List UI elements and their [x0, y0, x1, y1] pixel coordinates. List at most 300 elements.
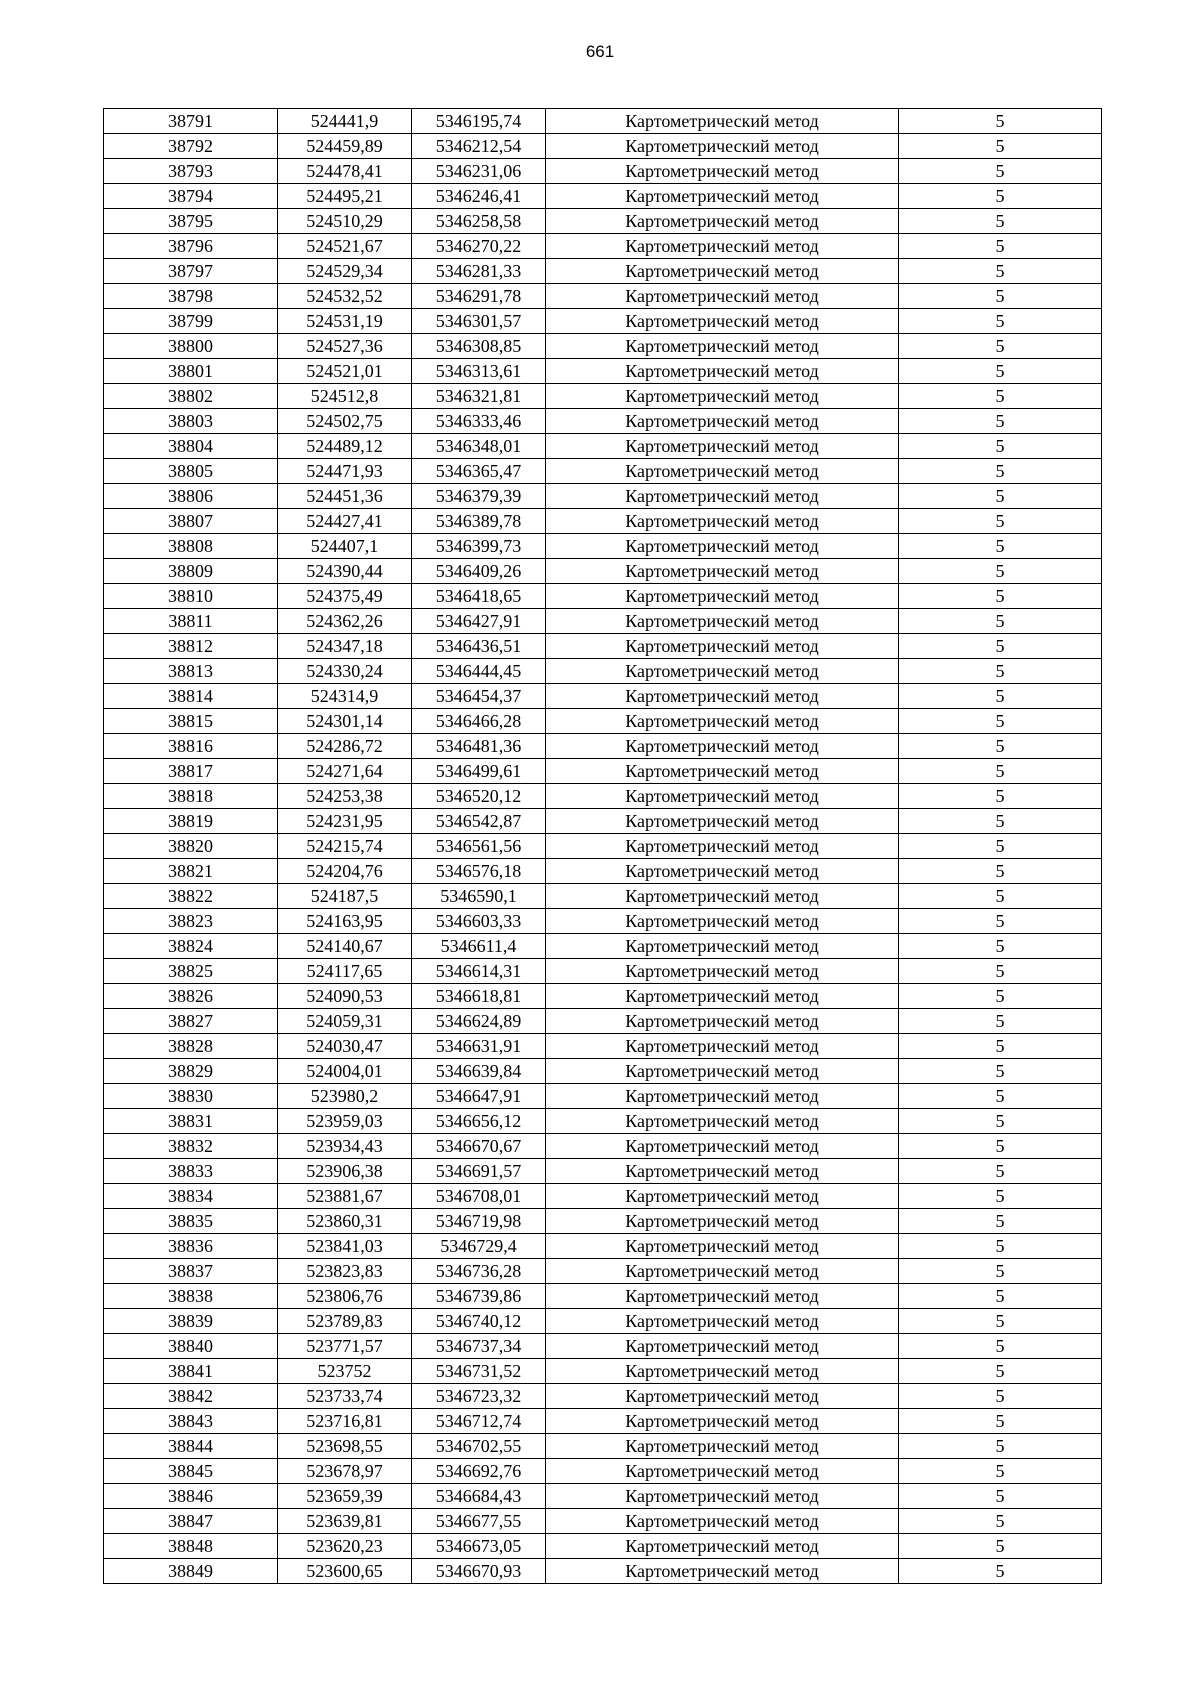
accuracy-cell: 5: [899, 409, 1102, 434]
accuracy-cell: 5: [899, 584, 1102, 609]
x-coordinate-cell: 524163,95: [278, 909, 412, 934]
table-row: [104, 659, 1102, 684]
accuracy-cell: 5: [899, 984, 1102, 1009]
accuracy-cell: 5: [899, 1459, 1102, 1484]
method-cell: Картометрический метод: [546, 759, 899, 784]
x-coordinate-cell: 524030,47: [278, 1034, 412, 1059]
x-coordinate-cell: 524478,41: [278, 159, 412, 184]
y-coordinate-cell: 5346258,58: [412, 209, 546, 234]
accuracy-cell: 5: [899, 734, 1102, 759]
point-number-cell: 38829: [104, 1059, 278, 1084]
accuracy-cell: 5: [899, 459, 1102, 484]
accuracy-cell: 5: [899, 309, 1102, 334]
x-coordinate-cell: 523678,97: [278, 1459, 412, 1484]
table-row: [104, 1309, 1102, 1334]
point-number-cell: 38806: [104, 484, 278, 509]
y-coordinate-cell: 5346427,91: [412, 609, 546, 634]
table-row: [104, 1109, 1102, 1134]
table-row: [104, 1434, 1102, 1459]
point-number-cell: 38837: [104, 1259, 278, 1284]
y-coordinate-cell: 5346712,74: [412, 1409, 546, 1434]
method-cell: Картометрический метод: [546, 1509, 899, 1534]
accuracy-cell: 5: [899, 1184, 1102, 1209]
table-row: [104, 1384, 1102, 1409]
table-row: [104, 1159, 1102, 1184]
method-cell: Картометрический метод: [546, 834, 899, 859]
y-coordinate-cell: 5346321,81: [412, 384, 546, 409]
accuracy-cell: 5: [899, 1259, 1102, 1284]
x-coordinate-cell: 524140,67: [278, 934, 412, 959]
accuracy-cell: 5: [899, 759, 1102, 784]
y-coordinate-cell: 5346454,37: [412, 684, 546, 709]
table-row: [104, 709, 1102, 734]
y-coordinate-cell: 5346466,28: [412, 709, 546, 734]
x-coordinate-cell: 524451,36: [278, 484, 412, 509]
x-coordinate-cell: 524532,52: [278, 284, 412, 309]
point-number-cell: 38804: [104, 434, 278, 459]
table-row: [104, 234, 1102, 259]
x-coordinate-cell: 523752: [278, 1359, 412, 1384]
x-coordinate-cell: 523881,67: [278, 1184, 412, 1209]
table-row: [104, 1009, 1102, 1034]
point-number-cell: 38802: [104, 384, 278, 409]
point-number-cell: 38832: [104, 1134, 278, 1159]
y-coordinate-cell: 5346301,57: [412, 309, 546, 334]
x-coordinate-cell: 524441,9: [278, 109, 412, 134]
method-cell: Картометрический метод: [546, 1284, 899, 1309]
point-number-cell: 38810: [104, 584, 278, 609]
method-cell: Картометрический метод: [546, 634, 899, 659]
method-cell: Картометрический метод: [546, 1534, 899, 1559]
method-cell: Картометрический метод: [546, 1409, 899, 1434]
y-coordinate-cell: 5346281,33: [412, 259, 546, 284]
y-coordinate-cell: 5346481,36: [412, 734, 546, 759]
table-row: [104, 434, 1102, 459]
method-cell: Картометрический метод: [546, 109, 899, 134]
x-coordinate-cell: 524271,64: [278, 759, 412, 784]
method-cell: Картометрический метод: [546, 1184, 899, 1209]
table-row: [104, 359, 1102, 384]
table-row: [104, 809, 1102, 834]
x-coordinate-cell: 524512,8: [278, 384, 412, 409]
table-row: [104, 1459, 1102, 1484]
point-number-cell: 38793: [104, 159, 278, 184]
point-number-cell: 38812: [104, 634, 278, 659]
x-coordinate-cell: 524527,36: [278, 334, 412, 359]
accuracy-cell: 5: [899, 1359, 1102, 1384]
accuracy-cell: 5: [899, 1084, 1102, 1109]
method-cell: Картометрический метод: [546, 1259, 899, 1284]
x-coordinate-cell: 523716,81: [278, 1409, 412, 1434]
x-coordinate-cell: 524362,26: [278, 609, 412, 634]
point-number-cell: 38792: [104, 134, 278, 159]
accuracy-cell: 5: [899, 1434, 1102, 1459]
accuracy-cell: 5: [899, 234, 1102, 259]
accuracy-cell: 5: [899, 284, 1102, 309]
x-coordinate-cell: 523600,65: [278, 1559, 412, 1584]
x-coordinate-cell: 524004,01: [278, 1059, 412, 1084]
x-coordinate-cell: 523771,57: [278, 1334, 412, 1359]
x-coordinate-cell: 524502,75: [278, 409, 412, 434]
method-cell: Картометрический метод: [546, 1084, 899, 1109]
y-coordinate-cell: 5346348,01: [412, 434, 546, 459]
x-coordinate-cell: 524117,65: [278, 959, 412, 984]
point-number-cell: 38801: [104, 359, 278, 384]
table-row: [104, 509, 1102, 534]
point-number-cell: 38843: [104, 1409, 278, 1434]
accuracy-cell: 5: [899, 634, 1102, 659]
method-cell: Картометрический метод: [546, 934, 899, 959]
x-coordinate-cell: 524529,34: [278, 259, 412, 284]
point-number-cell: 38819: [104, 809, 278, 834]
table-row: [104, 309, 1102, 334]
accuracy-cell: 5: [899, 1534, 1102, 1559]
table-row: [104, 259, 1102, 284]
point-number-cell: 38846: [104, 1484, 278, 1509]
table-row: [104, 909, 1102, 934]
accuracy-cell: 5: [899, 1384, 1102, 1409]
y-coordinate-cell: 5346740,12: [412, 1309, 546, 1334]
x-coordinate-cell: 524330,24: [278, 659, 412, 684]
point-number-cell: 38791: [104, 109, 278, 134]
x-coordinate-cell: 524407,1: [278, 534, 412, 559]
method-cell: Картометрический метод: [546, 134, 899, 159]
accuracy-cell: 5: [899, 609, 1102, 634]
accuracy-cell: 5: [899, 684, 1102, 709]
accuracy-cell: 5: [899, 1159, 1102, 1184]
point-number-cell: 38816: [104, 734, 278, 759]
method-cell: Картометрический метод: [546, 909, 899, 934]
table-row: [104, 209, 1102, 234]
method-cell: Картометрический метод: [546, 959, 899, 984]
table-row: [104, 1034, 1102, 1059]
y-coordinate-cell: 5346647,91: [412, 1084, 546, 1109]
table-row: [104, 384, 1102, 409]
x-coordinate-cell: 524090,53: [278, 984, 412, 1009]
accuracy-cell: 5: [899, 1009, 1102, 1034]
method-cell: Картометрический метод: [546, 1059, 899, 1084]
accuracy-cell: 5: [899, 659, 1102, 684]
table-row: [104, 334, 1102, 359]
y-coordinate-cell: 5346702,55: [412, 1434, 546, 1459]
x-coordinate-cell: 523841,03: [278, 1234, 412, 1259]
accuracy-cell: 5: [899, 1209, 1102, 1234]
x-coordinate-cell: 523823,83: [278, 1259, 412, 1284]
point-number-cell: 38831: [104, 1109, 278, 1134]
y-coordinate-cell: 5346313,61: [412, 359, 546, 384]
table-body: [104, 109, 1102, 1584]
method-cell: Картометрический метод: [546, 1359, 899, 1384]
method-cell: Картометрический метод: [546, 334, 899, 359]
x-coordinate-cell: 523789,83: [278, 1309, 412, 1334]
y-coordinate-cell: 5346673,05: [412, 1534, 546, 1559]
point-number-cell: 38821: [104, 859, 278, 884]
y-coordinate-cell: 5346520,12: [412, 784, 546, 809]
accuracy-cell: 5: [899, 1509, 1102, 1534]
x-coordinate-cell: 524301,14: [278, 709, 412, 734]
point-number-cell: 38848: [104, 1534, 278, 1559]
accuracy-cell: 5: [899, 1034, 1102, 1059]
method-cell: Картометрический метод: [546, 159, 899, 184]
table-row: [104, 134, 1102, 159]
x-coordinate-cell: 524314,9: [278, 684, 412, 709]
x-coordinate-cell: 523860,31: [278, 1209, 412, 1234]
table-row: [104, 759, 1102, 784]
method-cell: Картометрический метод: [546, 309, 899, 334]
y-coordinate-cell: 5346409,26: [412, 559, 546, 584]
table-row: [104, 1184, 1102, 1209]
accuracy-cell: 5: [899, 534, 1102, 559]
point-number-cell: 38828: [104, 1034, 278, 1059]
point-number-cell: 38808: [104, 534, 278, 559]
table-row: [104, 159, 1102, 184]
point-number-cell: 38845: [104, 1459, 278, 1484]
y-coordinate-cell: 5346576,18: [412, 859, 546, 884]
accuracy-cell: 5: [899, 109, 1102, 134]
x-coordinate-cell: 523959,03: [278, 1109, 412, 1134]
method-cell: Картометрический метод: [546, 509, 899, 534]
y-coordinate-cell: 5346624,89: [412, 1009, 546, 1034]
table-row: [104, 784, 1102, 809]
table-row: [104, 484, 1102, 509]
accuracy-cell: 5: [899, 334, 1102, 359]
accuracy-cell: 5: [899, 359, 1102, 384]
accuracy-cell: 5: [899, 184, 1102, 209]
table-row: [104, 584, 1102, 609]
method-cell: Картометрический метод: [546, 484, 899, 509]
x-coordinate-cell: 524059,31: [278, 1009, 412, 1034]
point-number-cell: 38839: [104, 1309, 278, 1334]
method-cell: Картометрический метод: [546, 209, 899, 234]
x-coordinate-cell: 524286,72: [278, 734, 412, 759]
table-row: [104, 1234, 1102, 1259]
point-number-cell: 38817: [104, 759, 278, 784]
method-cell: Картометрический метод: [546, 1484, 899, 1509]
table-row: [104, 684, 1102, 709]
point-number-cell: 38840: [104, 1334, 278, 1359]
table-row: [104, 1334, 1102, 1359]
y-coordinate-cell: 5346389,78: [412, 509, 546, 534]
accuracy-cell: 5: [899, 1109, 1102, 1134]
accuracy-cell: 5: [899, 434, 1102, 459]
method-cell: Картометрический метод: [546, 734, 899, 759]
point-number-cell: 38800: [104, 334, 278, 359]
method-cell: Картометрический метод: [546, 1459, 899, 1484]
method-cell: Картометрический метод: [546, 1159, 899, 1184]
y-coordinate-cell: 5346499,61: [412, 759, 546, 784]
point-number-cell: 38822: [104, 884, 278, 909]
table-row: [104, 534, 1102, 559]
accuracy-cell: 5: [899, 559, 1102, 584]
method-cell: Картометрический метод: [546, 584, 899, 609]
method-cell: Картометрический метод: [546, 1009, 899, 1034]
x-coordinate-cell: 524495,21: [278, 184, 412, 209]
y-coordinate-cell: 5346618,81: [412, 984, 546, 1009]
y-coordinate-cell: 5346684,43: [412, 1484, 546, 1509]
method-cell: Картометрический метод: [546, 234, 899, 259]
table-row: [104, 634, 1102, 659]
y-coordinate-cell: 5346656,12: [412, 1109, 546, 1134]
accuracy-cell: 5: [899, 834, 1102, 859]
page-number: 661: [585, 42, 615, 61]
x-coordinate-cell: 524521,01: [278, 359, 412, 384]
y-coordinate-cell: 5346270,22: [412, 234, 546, 259]
table-row: [104, 409, 1102, 434]
method-cell: Картометрический метод: [546, 609, 899, 634]
table-row: [104, 1084, 1102, 1109]
method-cell: Картометрический метод: [546, 1034, 899, 1059]
point-number-cell: 38830: [104, 1084, 278, 1109]
y-coordinate-cell: 5346436,51: [412, 634, 546, 659]
y-coordinate-cell: 5346542,87: [412, 809, 546, 834]
point-number-cell: 38813: [104, 659, 278, 684]
table-row: [104, 284, 1102, 309]
method-cell: Картометрический метод: [546, 1209, 899, 1234]
method-cell: Картометрический метод: [546, 1559, 899, 1584]
point-number-cell: 38849: [104, 1559, 278, 1584]
y-coordinate-cell: 5346731,52: [412, 1359, 546, 1384]
x-coordinate-cell: 524471,93: [278, 459, 412, 484]
table-row: [104, 1059, 1102, 1084]
accuracy-cell: 5: [899, 784, 1102, 809]
x-coordinate-cell: 524521,67: [278, 234, 412, 259]
accuracy-cell: 5: [899, 1134, 1102, 1159]
method-cell: Картометрический метод: [546, 434, 899, 459]
table-row: [104, 884, 1102, 909]
x-coordinate-cell: 523906,38: [278, 1159, 412, 1184]
point-number-cell: 38823: [104, 909, 278, 934]
x-coordinate-cell: 524253,38: [278, 784, 412, 809]
x-coordinate-cell: 524427,41: [278, 509, 412, 534]
point-number-cell: 38807: [104, 509, 278, 534]
method-cell: Картометрический метод: [546, 809, 899, 834]
accuracy-cell: 5: [899, 134, 1102, 159]
accuracy-cell: 5: [899, 1234, 1102, 1259]
point-number-cell: 38827: [104, 1009, 278, 1034]
method-cell: Картометрический метод: [546, 559, 899, 584]
table-row: [104, 834, 1102, 859]
point-number-cell: 38825: [104, 959, 278, 984]
table-row: [104, 859, 1102, 884]
y-coordinate-cell: 5346677,55: [412, 1509, 546, 1534]
point-number-cell: 38811: [104, 609, 278, 634]
table-row: [104, 459, 1102, 484]
point-number-cell: 38805: [104, 459, 278, 484]
method-cell: Картометрический метод: [546, 1134, 899, 1159]
y-coordinate-cell: 5346708,01: [412, 1184, 546, 1209]
table-row: [104, 984, 1102, 1009]
x-coordinate-cell: 523620,23: [278, 1534, 412, 1559]
accuracy-cell: 5: [899, 1059, 1102, 1084]
method-cell: Картометрический метод: [546, 1109, 899, 1134]
point-number-cell: 38818: [104, 784, 278, 809]
table-row: [104, 1134, 1102, 1159]
accuracy-cell: 5: [899, 859, 1102, 884]
x-coordinate-cell: 523733,74: [278, 1384, 412, 1409]
x-coordinate-cell: 523659,39: [278, 1484, 412, 1509]
method-cell: Картометрический метод: [546, 384, 899, 409]
accuracy-cell: 5: [899, 384, 1102, 409]
point-number-cell: 38794: [104, 184, 278, 209]
accuracy-cell: 5: [899, 1284, 1102, 1309]
method-cell: Картометрический метод: [546, 859, 899, 884]
table-row: [104, 734, 1102, 759]
point-number-cell: 38815: [104, 709, 278, 734]
table-row: [104, 1359, 1102, 1384]
point-number-cell: 38797: [104, 259, 278, 284]
y-coordinate-cell: 5346670,67: [412, 1134, 546, 1159]
point-number-cell: 38841: [104, 1359, 278, 1384]
accuracy-cell: 5: [899, 1409, 1102, 1434]
point-number-cell: 38798: [104, 284, 278, 309]
point-number-cell: 38803: [104, 409, 278, 434]
accuracy-cell: 5: [899, 484, 1102, 509]
y-coordinate-cell: 5346737,34: [412, 1334, 546, 1359]
x-coordinate-cell: 524347,18: [278, 634, 412, 659]
accuracy-cell: 5: [899, 809, 1102, 834]
y-coordinate-cell: 5346561,56: [412, 834, 546, 859]
x-coordinate-cell: 524510,29: [278, 209, 412, 234]
table-row: [104, 959, 1102, 984]
point-number-cell: 38809: [104, 559, 278, 584]
x-coordinate-cell: 524187,5: [278, 884, 412, 909]
table-row: [104, 1559, 1102, 1584]
y-coordinate-cell: 5346631,91: [412, 1034, 546, 1059]
method-cell: Картометрический метод: [546, 409, 899, 434]
method-cell: Картометрический метод: [546, 684, 899, 709]
method-cell: Картометрический метод: [546, 534, 899, 559]
method-cell: Картометрический метод: [546, 284, 899, 309]
x-coordinate-cell: 524215,74: [278, 834, 412, 859]
accuracy-cell: 5: [899, 159, 1102, 184]
y-coordinate-cell: 5346729,4: [412, 1234, 546, 1259]
y-coordinate-cell: 5346739,86: [412, 1284, 546, 1309]
table-row: [104, 609, 1102, 634]
accuracy-cell: 5: [899, 909, 1102, 934]
method-cell: Картометрический метод: [546, 1334, 899, 1359]
accuracy-cell: 5: [899, 709, 1102, 734]
table-row: [104, 1509, 1102, 1534]
point-number-cell: 38847: [104, 1509, 278, 1534]
method-cell: Картометрический метод: [546, 984, 899, 1009]
point-number-cell: 38844: [104, 1434, 278, 1459]
accuracy-cell: 5: [899, 209, 1102, 234]
table-row: [104, 1534, 1102, 1559]
point-number-cell: 38826: [104, 984, 278, 1009]
x-coordinate-cell: 524459,89: [278, 134, 412, 159]
y-coordinate-cell: 5346246,41: [412, 184, 546, 209]
y-coordinate-cell: 5346614,31: [412, 959, 546, 984]
x-coordinate-cell: 523980,2: [278, 1084, 412, 1109]
table-row: [104, 1259, 1102, 1284]
accuracy-cell: 5: [899, 959, 1102, 984]
x-coordinate-cell: 523639,81: [278, 1509, 412, 1534]
method-cell: Картометрический метод: [546, 709, 899, 734]
point-number-cell: 38838: [104, 1284, 278, 1309]
y-coordinate-cell: 5346333,46: [412, 409, 546, 434]
point-number-cell: 38814: [104, 684, 278, 709]
y-coordinate-cell: 5346639,84: [412, 1059, 546, 1084]
method-cell: Картометрический метод: [546, 459, 899, 484]
y-coordinate-cell: 5346603,33: [412, 909, 546, 934]
table-row: [104, 559, 1102, 584]
accuracy-cell: 5: [899, 884, 1102, 909]
accuracy-cell: 5: [899, 1484, 1102, 1509]
x-coordinate-cell: 523698,55: [278, 1434, 412, 1459]
y-coordinate-cell: 5346736,28: [412, 1259, 546, 1284]
y-coordinate-cell: 5346692,76: [412, 1459, 546, 1484]
table-row: [104, 1209, 1102, 1234]
